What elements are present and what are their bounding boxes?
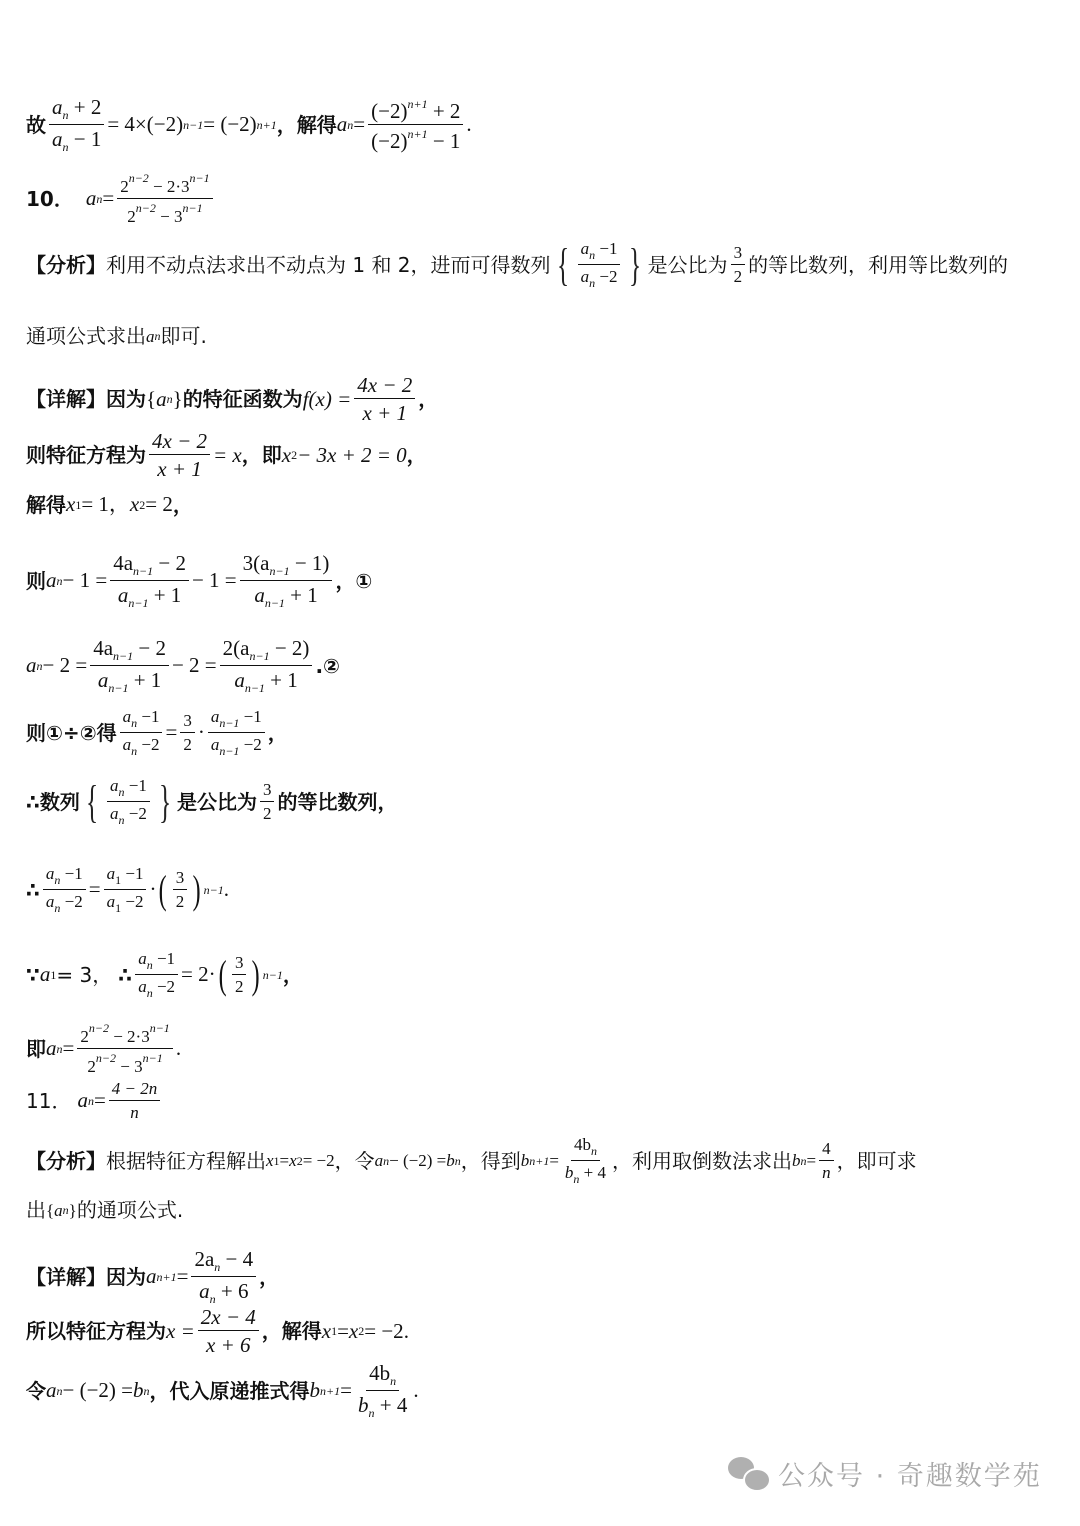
text: = 3， — [56, 962, 113, 987]
fraction: $\frac{a_n -1}{a_n -2}$ — [135, 950, 178, 999]
text: 是公比为 — [176, 789, 257, 814]
text: + 2 — [68, 95, 102, 119]
text: ， — [172, 492, 193, 517]
text: ∵ — [26, 962, 40, 987]
fraction: $\frac{4b_n}{b_n + 4}$ — [564, 1135, 607, 1186]
equation-line-conclusion-9: 故 $\frac{a_n + 2}{a_n - 1}$ = 4×(−2) n−1 = (−2) n+1 ，解得 a n = $\frac{(-2)^{n+1} + 2}{(-2)^{n+1} - 1}$ . — [26, 95, 472, 154]
exponent: n−2 — [128, 171, 149, 185]
problem-10-detail-1: 【详解】 因为 { a n } 的特征函数为 f (x) = $\frac{4x - 2}{x + 1}$ ， — [26, 373, 439, 426]
denominator: n — [822, 1162, 831, 1182]
text: 因为 — [106, 387, 146, 412]
text: −1 — [595, 239, 618, 258]
fraction: $\frac{3}{2}$ — [260, 781, 275, 823]
brace-left: { — [85, 775, 99, 827]
text: 的等比数列， — [277, 789, 398, 814]
fraction: $\frac{a_{n-1} -1}{a_{n-1} -2}$ — [208, 708, 265, 757]
fraction: $\frac{2a_n - 4}{a_n + 6}$ — [191, 1248, 256, 1305]
problem-10-detail-2: 则特征方程为 $\frac{4x - 2}{x + 1}$ = x ，即 x 2 − 3x + 2 = 0 ， — [26, 429, 427, 482]
fraction: $\frac{3}{2}$ — [180, 712, 195, 754]
text: + 1 — [284, 582, 318, 607]
fraction: $\frac{a_n -1}{a_n -2}$ — [578, 240, 621, 289]
problem-11-detail-2: 所以特征方程为 x = $\frac{2x - 4}{x + 6}$ ，解得 x 1 = x 2 = −2 . — [26, 1305, 409, 1358]
exponent: n+1 — [407, 126, 428, 141]
text: (−2) — [371, 128, 408, 153]
text: 通项公式求出 — [26, 324, 146, 348]
text: ，得到 — [460, 1148, 521, 1173]
fraction — [149, 430, 210, 480]
watermark — [728, 1454, 1042, 1493]
text: = 2· — [181, 962, 216, 987]
brace-right: } — [629, 238, 642, 290]
text: + 4 — [374, 1392, 408, 1417]
text: 根据特征方程解出 — [106, 1148, 266, 1173]
text: − 1 — [68, 126, 102, 151]
text: 的通项公式. — [76, 1198, 184, 1222]
fraction: $\frac{4a_{n-1} - 2}{a_{n-1} + 1}$ — [110, 552, 189, 609]
text: 2(a — [222, 636, 250, 660]
exponent: n−1 — [189, 171, 210, 185]
text: = (−2) — [203, 112, 257, 137]
text: 3(a — [242, 551, 270, 575]
fraction: $\frac{3(a_{n-1} - 1)}{a_{n-1} + 1}$ — [240, 552, 333, 609]
section-tag: 【详解】 — [26, 387, 106, 412]
text: 故 — [26, 112, 46, 137]
section-tag: 【分析】 — [26, 252, 106, 277]
general-term: ∴ $\frac{a_n -1}{a_n -2}$ = $\frac{a_1 -1}{a_1 -2}$ · ( $\frac{3}{2}$ ) n−1 . — [26, 864, 229, 915]
text: ，即 — [241, 443, 282, 468]
text: − 2 — [133, 636, 166, 660]
fraction — [731, 244, 746, 286]
text: ，① — [335, 568, 373, 593]
numerator: 3 — [731, 244, 746, 265]
text: . — [175, 1036, 182, 1061]
fraction: $\frac{2^{n-2} - 2\cdot 3^{n-1}}{2^{n-2} - 3^{n-1}}$ — [77, 1022, 172, 1076]
problem-11-analysis-cont: 出 { a n } 的通项公式. — [26, 1198, 184, 1222]
text: 4b — [573, 1135, 591, 1154]
equation-divide: 则①÷②得 $\frac{a_n -1}{a_n -2}$ = $\frac{3}{2}$ · $\frac{a_{n-1} -1}{a_{n-1} -2}$ ， — [26, 707, 288, 758]
text: ∴ — [118, 962, 133, 987]
text: x = — [166, 1318, 195, 1343]
denominator: x + 1 — [362, 401, 408, 426]
text: 利用不动点法求出不动点为 1 和 2，进而可得数列 — [106, 252, 551, 277]
text: ，代入原递推式得 — [149, 1378, 310, 1403]
text: 即 — [26, 1036, 46, 1061]
text: − 2 = — [42, 653, 88, 678]
text: − 1 = — [62, 568, 108, 593]
text: = 1， — [81, 492, 130, 516]
text: (−2) — [371, 98, 408, 123]
exponent: n+1 — [407, 96, 428, 111]
problem-number: 10． — [26, 186, 74, 211]
fraction: $\frac{3}{2}$ — [173, 869, 188, 911]
text: = −2 — [302, 1151, 335, 1171]
fraction — [117, 172, 212, 226]
text: − 1 — [427, 128, 461, 153]
text: 因为 — [106, 1264, 146, 1289]
denominator: x + 6 — [206, 1333, 251, 1358]
var: a — [52, 126, 63, 151]
text: 的等比数列，利用等比数列的 — [748, 252, 1009, 277]
text: 2 — [120, 177, 129, 196]
text: ， — [259, 1264, 280, 1289]
text: 则①÷②得 — [26, 720, 117, 745]
fraction — [368, 98, 463, 152]
text: 的特征函数为 — [182, 387, 303, 412]
var: a — [336, 112, 348, 137]
problem-number: 11． — [26, 1088, 72, 1113]
fraction: $\frac{a_n + 2}{a_n - 1}$ — [49, 96, 104, 153]
text: − 1 = — [191, 568, 237, 593]
fraction: $\frac{a_1 -1}{a_1 -2}$ — [104, 865, 147, 914]
text: 则特征方程为 — [26, 443, 146, 468]
problem-10-analysis — [26, 240, 1008, 289]
text: = x — [213, 442, 242, 467]
exponent: n+1 — [256, 117, 277, 132]
text: + 6 — [215, 1278, 249, 1303]
text: − 2 — [153, 551, 186, 575]
text: 2 — [127, 206, 136, 226]
text: + 1 — [128, 667, 162, 692]
text: − 4 — [220, 1247, 254, 1271]
text: ，令 — [334, 1148, 375, 1173]
problem-11-detail-3: 令 a n − (−2) = b n ，代入原递推式得 b n+1 = $\frac{4b_n}{b_n + 4}$ . — [26, 1361, 419, 1420]
text: ，即可求 — [836, 1148, 917, 1173]
numerator: 4 — [819, 1140, 834, 1161]
problem-10-answer: 10． a n = $\frac{2^{n-2} - 2\cdot 3^{n-1}}{2^{n-2} - 3^{n-1}}$ — [26, 172, 216, 226]
text: ， — [267, 720, 288, 745]
denominator: n — [130, 1102, 139, 1122]
var: a — [580, 266, 590, 286]
text: − 2 = — [171, 653, 217, 678]
text: ， — [282, 962, 303, 987]
var: a — [580, 239, 590, 258]
text: − 3 — [155, 206, 183, 226]
var: f — [302, 386, 309, 411]
text: ∴ — [26, 877, 40, 902]
text: (x) = — [308, 386, 352, 411]
var: a — [85, 186, 97, 211]
brace-left: { — [556, 238, 569, 290]
text: + 2 — [427, 98, 461, 123]
text: .② — [315, 653, 340, 678]
sequence-statement — [26, 777, 397, 826]
text: − (−2) = — [62, 1378, 134, 1403]
text: = — [165, 720, 178, 745]
text: = 2 — [145, 492, 173, 516]
text: . — [403, 1318, 409, 1343]
var: x — [281, 442, 292, 467]
text: − 3x + 2 = 0 — [297, 442, 407, 467]
exponent: n−1 — [183, 117, 204, 132]
text: . — [466, 112, 472, 137]
fraction: $\frac{a_n -1}{a_n -2}$ — [43, 865, 86, 914]
fraction: $\frac{a_n -1}{a_n -2}$ — [120, 708, 163, 757]
problem-10-final: 即 a n = $\frac{2^{n-2} - 2\cdot 3^{n-1}}{2^{n-2} - 3^{n-1}}$ . — [26, 1021, 182, 1076]
text: −2 — [595, 266, 618, 286]
brace-right: } — [158, 775, 171, 827]
text: = −2 — [364, 1318, 404, 1343]
text: 则 — [26, 568, 46, 593]
watermark-label: 公众号 · 奇趣数学苑 — [778, 1461, 1042, 1492]
text: − 1) — [289, 551, 330, 575]
text: . — [413, 1378, 419, 1403]
text: ，解得 — [261, 1319, 322, 1344]
text: 解得 — [26, 492, 66, 517]
text: − 2·3 — [148, 177, 190, 196]
numerator: 4x − 2 — [354, 374, 415, 399]
text: 令 — [26, 1378, 46, 1403]
problem-11-detail-1: 【详解】 因为 a n+1 = $\frac{2a_n - 4}{a_n + 6}$ ， — [26, 1247, 280, 1306]
fraction: $\frac{4b_n}{b_n + 4}$ — [357, 1361, 408, 1420]
denominator: x + 1 — [157, 457, 202, 482]
text: 是公比为 — [647, 252, 728, 277]
numerator: 4 − 2n — [109, 1080, 160, 1101]
exponent: n−1 — [182, 200, 203, 215]
problem-11-analysis: 【分析】 根据特征方程解出 x 1 = x 2 = −2 ，令 a n − (−2) = b n ，得到 b n+1 = $\frac{4b_n}{b_n + 4}$ ，利用取倒数法求出 b n = $\frac{4}{n}$ ，即可求 — [26, 1135, 917, 1186]
text: − 2) — [269, 636, 310, 660]
initial-value-line: ∵ a 1 = 3， ∴ $\frac{a_n -1}{a_n -2}$ = 2· ( $\frac{3}{2}$ ) n−1 ， — [26, 949, 303, 1000]
fraction: $\frac{2(a_{n-1} - 2)}{a_{n-1} + 1}$ — [220, 637, 313, 694]
denominator: 2 — [733, 266, 743, 286]
fraction: $\frac{4a_{n-1} - 2}{a_{n-1} + 1}$ — [90, 637, 169, 694]
text: + 1 — [148, 582, 182, 607]
text: ，解得 — [276, 112, 337, 137]
fraction: $\frac{3}{2}$ — [232, 954, 247, 996]
section-tag: 【详解】 — [26, 1264, 106, 1289]
text: − (−2) = — [389, 1151, 447, 1171]
text: 4a — [93, 636, 114, 660]
text: ， — [418, 387, 439, 412]
text: 出 — [26, 1198, 46, 1222]
text: 2a — [194, 1247, 215, 1271]
text: ， — [406, 443, 427, 468]
text: 即可. — [160, 324, 207, 348]
fraction — [354, 374, 415, 424]
text: + 4 — [579, 1162, 607, 1182]
wechat-icon — [728, 1457, 768, 1491]
text: 所以特征方程为 — [26, 1319, 166, 1344]
fraction — [198, 1306, 259, 1356]
text: 4b — [369, 1361, 391, 1385]
text: + 1 — [264, 667, 298, 692]
fraction: $\frac{a_n -1}{a_n -2}$ — [107, 777, 150, 826]
text: ，利用取倒数法求出 — [612, 1148, 793, 1173]
exponent: n−2 — [135, 200, 156, 215]
text: ∴数列 — [26, 789, 80, 814]
equation-2: a n − 2 = $\frac{4a_{n-1} - 2}{a_{n-1} + 1}$ − 2 = $\frac{2(a_{n-1} - 2)}{a_{n-1} + 1}$ .② — [26, 636, 340, 695]
text: = 4×(−2) — [107, 112, 184, 137]
problem-10-detail-3: 解得 x 1 = 1， x 2 = 2 ， — [26, 492, 193, 517]
numerator: 2x − 4 — [198, 1306, 259, 1331]
problem-10-analysis-cont: 通项公式求出 a n 即可. — [26, 324, 207, 348]
text: 4a — [113, 551, 134, 575]
fraction — [109, 1080, 160, 1122]
fraction — [819, 1140, 834, 1182]
problem-11-answer: 11． a n = $\frac{4 - 2n}{n}$ — [26, 1080, 163, 1122]
equation-1: 则 a n − 1 = $\frac{4a_{n-1} - 2}{a_{n-1} + 1}$ − 1 = $\frac{3(a_{n-1} - 1)}{a_{n-1} + 1}$ ，① — [26, 551, 373, 610]
var: a — [52, 95, 63, 119]
section-tag: 【分析】 — [26, 1148, 106, 1173]
numerator: 4x − 2 — [149, 430, 210, 455]
text: . — [223, 877, 229, 902]
